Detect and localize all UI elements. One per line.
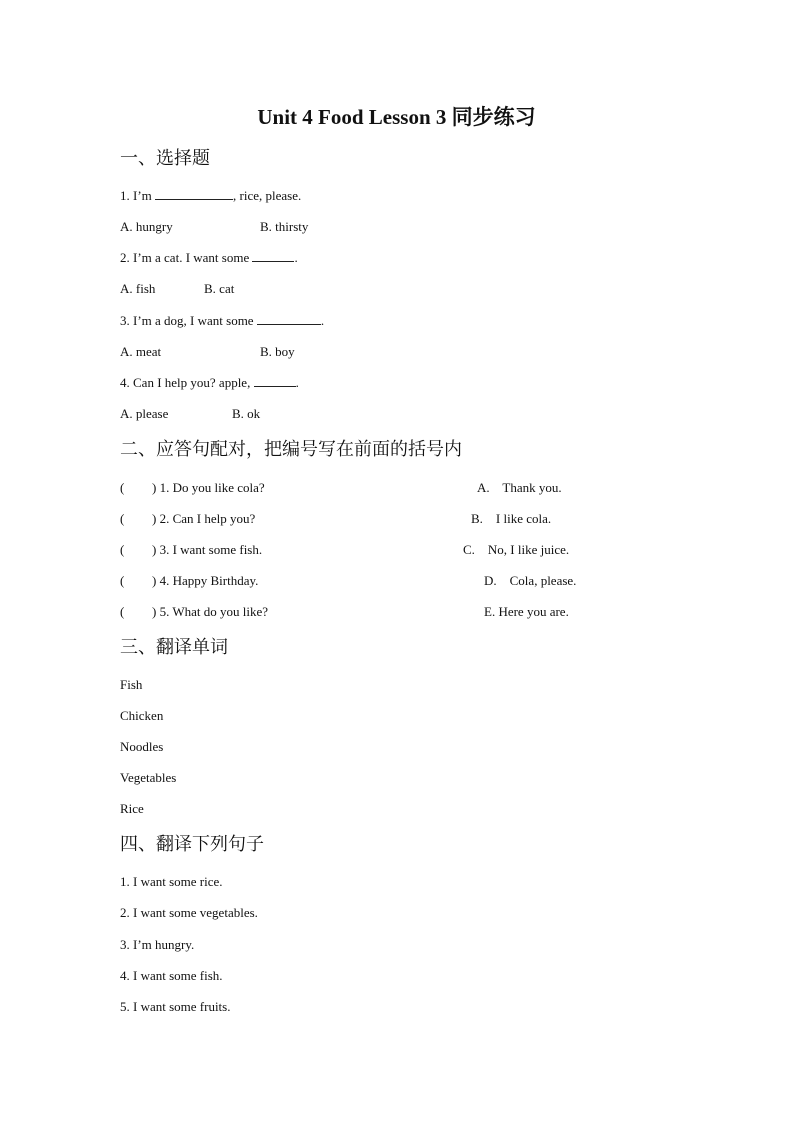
word-item: Vegetables bbox=[120, 770, 177, 785]
section-heading-multiple-choice: 一、选择题 bbox=[120, 148, 210, 169]
match-answer-c: C. No, I like juice. bbox=[463, 542, 570, 557]
question-text: 3. I’m a dog, I want some bbox=[120, 313, 257, 328]
answer-blank[interactable] bbox=[254, 375, 296, 387]
option-a: A. meat bbox=[120, 344, 162, 359]
match-question: ) 2. Can I help you? bbox=[152, 511, 256, 526]
sentence-item: 5. I want some fruits. bbox=[120, 999, 231, 1014]
match-question: ) 3. I want some fish. bbox=[152, 542, 263, 557]
question-3 bbox=[120, 313, 324, 329]
option-b: B. boy bbox=[260, 344, 295, 359]
match-row-5 bbox=[120, 604, 268, 620]
match-row-3 bbox=[120, 542, 262, 558]
answer-blank[interactable] bbox=[155, 188, 233, 200]
option-a: A. fish bbox=[120, 281, 156, 296]
question-text: 1. I’m bbox=[120, 188, 156, 203]
answer-paren[interactable]: ( bbox=[120, 573, 125, 588]
question-text: . bbox=[294, 250, 298, 265]
option-b: B. thirsty bbox=[260, 219, 309, 234]
match-question: ) 1. Do you like cola? bbox=[152, 480, 265, 495]
answer-paren[interactable]: ( bbox=[120, 604, 125, 619]
option-b: B. ok bbox=[232, 406, 261, 421]
answer-blank[interactable] bbox=[252, 250, 294, 262]
sentence-item: 4. I want some fish. bbox=[120, 968, 223, 983]
word-item: Noodles bbox=[120, 739, 164, 754]
question-text: 2. I’m a cat. I want some bbox=[120, 250, 253, 265]
section-heading-translate-words: 三、翻译单词 bbox=[120, 637, 228, 658]
answer-paren[interactable]: ( bbox=[120, 542, 125, 557]
match-answer-a: A. Thank you. bbox=[477, 480, 562, 495]
question-text: . bbox=[320, 313, 325, 328]
question-text: , rice, please. bbox=[233, 188, 302, 203]
match-row-2 bbox=[120, 511, 255, 527]
sentence-item: 2. I want some vegetables. bbox=[120, 905, 258, 920]
question-text: . bbox=[295, 375, 299, 390]
match-answer-e: E. Here you are. bbox=[484, 604, 569, 619]
option-a: A. hungry bbox=[120, 219, 173, 234]
word-item: Rice bbox=[120, 801, 144, 816]
answer-blank[interactable] bbox=[257, 313, 321, 325]
section-heading-translate-sentences: 四、翻译下列句子 bbox=[120, 834, 264, 855]
question-text: 4. Can I help you? apple, bbox=[120, 375, 254, 390]
match-answer-b: B. I like cola. bbox=[471, 511, 552, 526]
sentence-item: 1. I want some rice. bbox=[120, 874, 223, 889]
answer-paren[interactable]: ( bbox=[120, 480, 125, 495]
question-4 bbox=[120, 375, 299, 391]
word-item: Fish bbox=[120, 677, 143, 692]
page-title: Unit 4 Food Lesson 3 同步练习 bbox=[257, 105, 536, 129]
sentence-item: 3. I’m hungry. bbox=[120, 937, 195, 952]
match-question: ) 4. Happy Birthday. bbox=[152, 573, 259, 588]
option-b: B. cat bbox=[204, 281, 235, 296]
answer-paren[interactable]: ( bbox=[120, 511, 125, 526]
match-row-4 bbox=[120, 573, 258, 589]
question-1 bbox=[120, 188, 301, 204]
match-row-1 bbox=[120, 480, 265, 496]
word-item: Chicken bbox=[120, 708, 164, 723]
match-question: ) 5. What do you like? bbox=[152, 604, 269, 619]
option-a: A. please bbox=[120, 406, 169, 421]
question-2 bbox=[120, 250, 298, 266]
section-heading-matching: 二、应答句配对，把编号写在前面的括号内 bbox=[120, 439, 462, 460]
match-answer-d: D. Cola, please. bbox=[484, 573, 577, 588]
